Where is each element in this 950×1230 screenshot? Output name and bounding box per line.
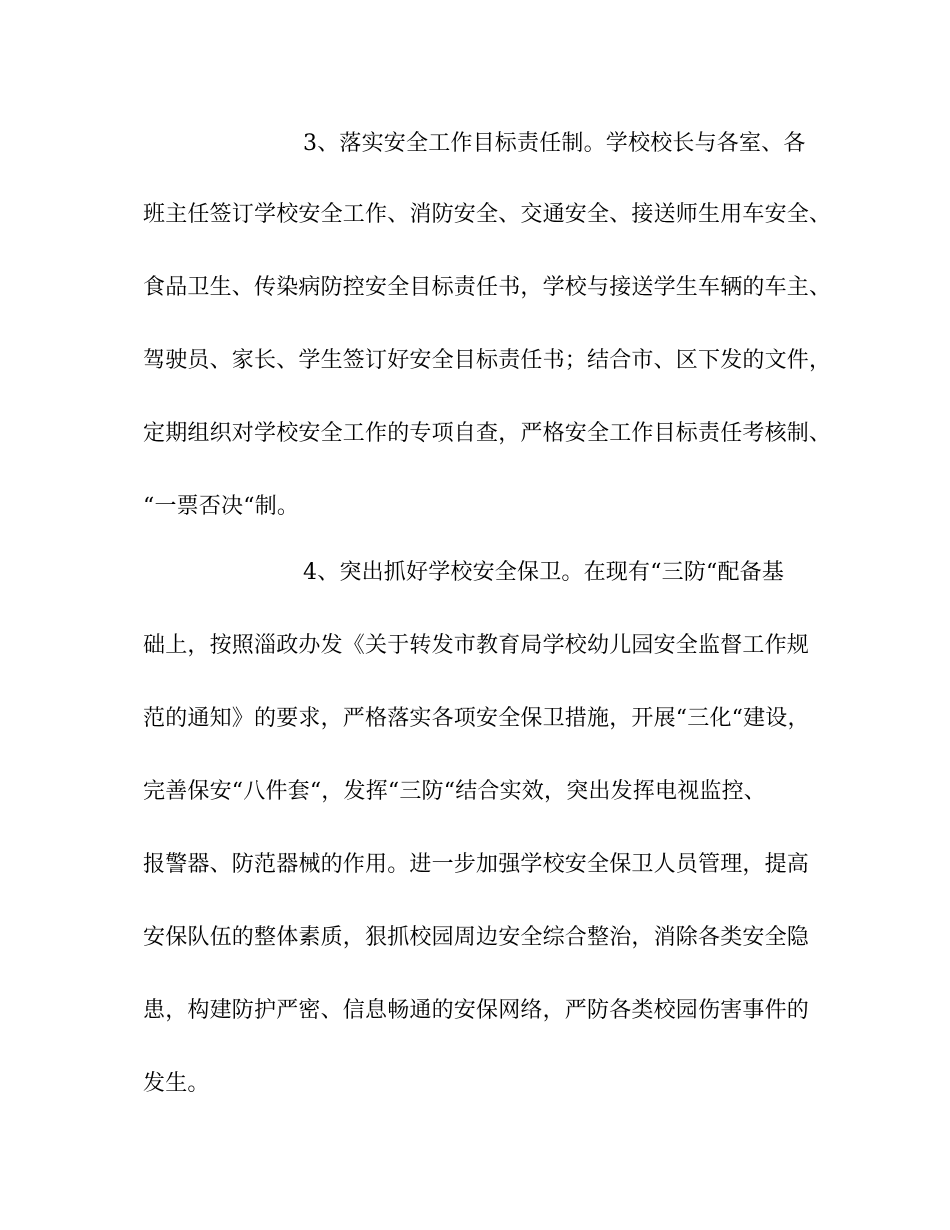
- text-line: 食品卫生、传染病防控安全目标责任书，学校与接送学生车辆的车主、: [143, 275, 832, 300]
- text-line: 础上，按照淄政办发《关于转发市教育局学校幼儿园安全监督工作规: [143, 633, 810, 658]
- text-line: 安保队伍的整体素质，狠抓校园周边安全综合整治，消除各类安全隐: [143, 925, 810, 950]
- text-line: 患，构建防护严密、信息畅通的安保网络，严防各类校园伤害事件的: [143, 998, 810, 1023]
- text-line: 范的通知》的要求，严格落实各项安全保卫措施，开展“三化“建设，: [143, 706, 810, 731]
- text-line: 班主任签订学校安全工作、消防安全、交通安全、接送师生用车安全、: [143, 202, 832, 227]
- text-line: 完善保安“八件套“，发挥“三防“结合实效，突出发挥电视监控、: [143, 779, 766, 804]
- text-line: 驾驶员、家长、学生签订好安全目标责任书；结合市、区下发的文件，: [143, 348, 832, 373]
- text-line: 发生。: [143, 1071, 210, 1096]
- text-line: 3、落实安全工作目标责任制。学校校长与各室、各: [303, 131, 806, 156]
- text-line: “一票否决“制。: [143, 494, 300, 519]
- text-line: 4、突出抓好学校安全保卫。在现有“三防“配备基: [303, 560, 785, 585]
- text-line: 定期组织对学校安全工作的专项自查，严格安全工作目标责任考核制、: [143, 421, 832, 446]
- text-line: 报警器、防范器械的作用。进一步加强学校安全保卫人员管理，提高: [143, 852, 810, 877]
